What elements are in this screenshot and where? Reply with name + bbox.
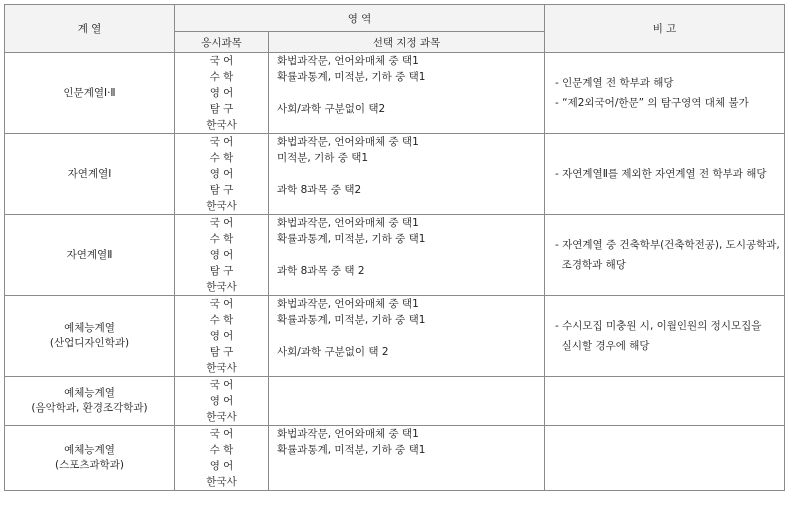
selected-subject-line: 화법과작문, 언어와매체 중 택1 — [277, 217, 419, 229]
exam-subjects-cell — [175, 377, 269, 426]
table-row — [5, 296, 785, 377]
selected-subject-line: 확률과통계, 미적분, 기하 중 택1 — [277, 233, 426, 245]
note-line: 조경학과 해당 — [555, 259, 626, 271]
exam-subject: 한국사 — [206, 281, 237, 293]
table-row — [5, 215, 785, 296]
selected-subject-line: 확률과통계, 미적분, 기하 중 택1 — [277, 444, 426, 456]
selected-subject-line: 화법과작문, 언어와매체 중 택1 — [277, 298, 419, 310]
exam-subject: 영 어 — [209, 87, 234, 99]
selected-subject-line — [277, 458, 544, 474]
exam-subject: 국 어 — [209, 428, 234, 440]
selected-subject-line: 사회/과학 구분없이 택 2 — [277, 346, 389, 358]
exam-subject: 국 어 — [209, 217, 234, 229]
note-line: - 자연계열Ⅱ를 제외한 자연계열 전 학부과 해당 — [555, 168, 767, 180]
exam-subject: 수 학 — [209, 444, 234, 456]
header-exam-subjects: 응시과목 — [175, 32, 269, 53]
exam-subject: 한국사 — [206, 200, 237, 212]
table-row — [5, 426, 785, 491]
selected-subject-line: 확률과통계, 미적분, 기하 중 택1 — [277, 314, 426, 326]
exam-subject: 국 어 — [209, 136, 234, 148]
selected-subjects-cell — [269, 377, 545, 426]
selected-subjects-cell — [269, 134, 545, 215]
exam-subject: 수 학 — [209, 152, 234, 164]
selected-subject-line — [277, 198, 544, 214]
series-label: 자연계열Ⅱ — [66, 248, 113, 261]
selected-subject-line — [277, 360, 544, 376]
selected-subject-line: 화법과작문, 언어와매체 중 택1 — [277, 55, 419, 67]
series-label: (스포츠과학과) — [54, 459, 125, 471]
notes-cell — [545, 215, 785, 296]
exam-subject: 한국사 — [206, 476, 237, 488]
selected-subject-line: 화법과작문, 언어와매체 중 택1 — [277, 136, 419, 148]
series-cell — [5, 426, 175, 491]
series-cell — [5, 53, 175, 134]
selected-subject-line: 미적분, 기하 중 택1 — [277, 152, 369, 164]
series-label: 자연계열Ⅰ — [67, 167, 112, 180]
exam-subject: 국 어 — [209, 298, 234, 310]
series-label: 예체능계열 — [64, 387, 115, 399]
exam-subjects-cell — [175, 426, 269, 491]
selected-subject-line — [277, 279, 544, 295]
header-notes: 비 고 — [545, 5, 785, 53]
note-line: - 자연계열 중 건축학부(건축학전공), 도시공학과, — [555, 239, 780, 251]
exam-subjects-cell — [175, 296, 269, 377]
selected-subject-line — [277, 117, 544, 133]
exam-subject: 영 어 — [209, 168, 234, 180]
selected-subject-line — [277, 166, 544, 182]
exam-subjects-cell — [175, 134, 269, 215]
admission-subjects-table — [4, 4, 785, 491]
exam-subject: 국 어 — [209, 55, 234, 67]
exam-subject: 탐 구 — [209, 184, 234, 196]
series-label: 예체능계열 — [64, 444, 115, 456]
series-cell — [5, 134, 175, 215]
exam-subject: 탐 구 — [209, 103, 234, 115]
exam-subject: 영 어 — [209, 330, 234, 342]
note-line: 실시할 경우에 해당 — [555, 340, 650, 352]
header-area: 영 역 — [175, 5, 545, 32]
note-line: - 인문계열 전 학부과 해당 — [555, 77, 674, 89]
selected-subject-line: 과학 8과목 중 택2 — [277, 184, 362, 196]
exam-subject: 탐 구 — [209, 346, 234, 358]
selected-subjects-cell — [269, 53, 545, 134]
exam-subject: 탐 구 — [209, 265, 234, 277]
exam-subject: 수 학 — [209, 71, 234, 83]
exam-subject: 영 어 — [209, 249, 234, 261]
series-label: (음악학과, 환경조각학과) — [31, 402, 148, 414]
notes-cell — [545, 53, 785, 134]
selected-subject-line: 과학 8과목 중 택 2 — [277, 265, 365, 277]
admission-table-wrapper — [4, 4, 784, 491]
selected-subjects-cell — [269, 296, 545, 377]
selected-subject-line — [277, 474, 544, 490]
exam-subject: 국 어 — [209, 379, 234, 391]
selected-subject-line — [277, 85, 544, 101]
selected-subject-line: 화법과작문, 언어와매체 중 택1 — [277, 428, 419, 440]
series-cell — [5, 296, 175, 377]
series-label: 예체능계열 — [64, 322, 115, 334]
selected-subject-line — [277, 247, 544, 263]
exam-subject: 영 어 — [209, 395, 234, 407]
selected-subjects-cell — [269, 215, 545, 296]
notes-cell — [545, 377, 785, 426]
exam-subject: 한국사 — [206, 362, 237, 374]
exam-subjects-cell — [175, 53, 269, 134]
notes-cell — [545, 134, 785, 215]
exam-subject: 한국사 — [206, 411, 237, 423]
table-row — [5, 134, 785, 215]
header-series: 계 열 — [5, 5, 175, 53]
selected-subjects-cell — [269, 426, 545, 491]
note-line: - “제2외국어/한문” 의 탐구영역 대체 불가 — [555, 97, 749, 109]
series-label: 인문계열Ⅰ·Ⅱ — [63, 86, 116, 99]
exam-subjects-cell — [175, 215, 269, 296]
notes-cell — [545, 426, 785, 491]
series-cell — [5, 377, 175, 426]
exam-subject: 수 학 — [209, 233, 234, 245]
exam-subject: 영 어 — [209, 460, 234, 472]
note-line: - 수시모집 미충원 시, 이월인원의 정시모집을 — [555, 320, 762, 332]
table-row — [5, 53, 785, 134]
selected-subject-line: 확률과통계, 미적분, 기하 중 택1 — [277, 71, 426, 83]
header-selected-subjects: 선택 지정 과목 — [269, 32, 545, 53]
series-cell — [5, 215, 175, 296]
selected-subject-line — [277, 328, 544, 344]
exam-subject: 수 학 — [209, 314, 234, 326]
series-label: (산업디자인학과) — [49, 337, 130, 349]
table-row — [5, 377, 785, 426]
exam-subject: 한국사 — [206, 119, 237, 131]
selected-subject-line: 사회/과학 구분없이 택2 — [277, 103, 386, 115]
table-body — [5, 53, 785, 491]
notes-cell — [545, 296, 785, 377]
